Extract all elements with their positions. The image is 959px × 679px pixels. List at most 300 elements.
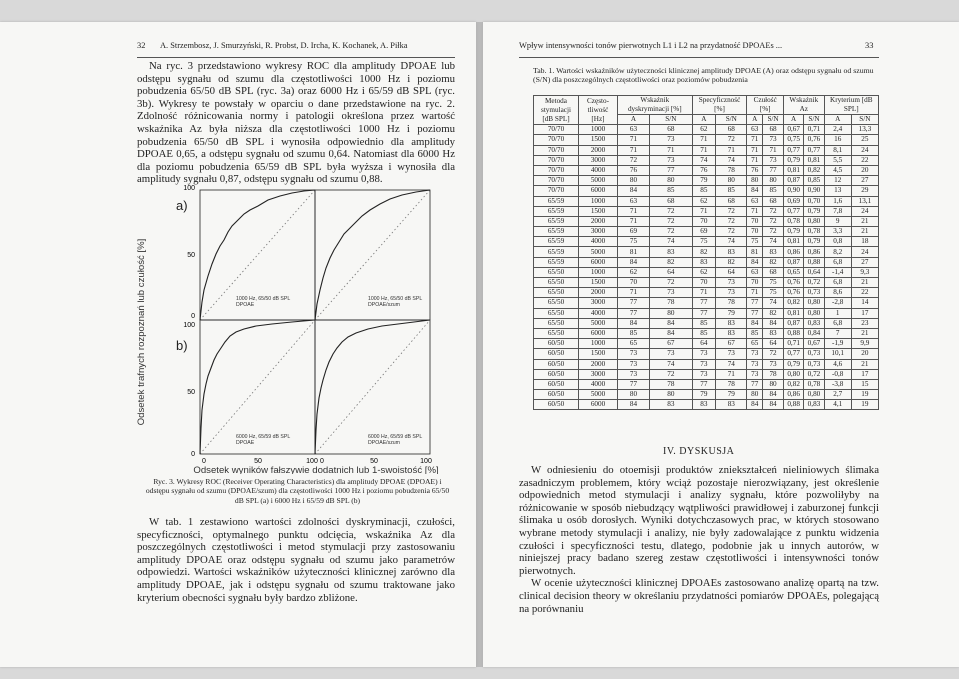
table-cell: 65/50: [534, 318, 579, 328]
table-cell: 0,90: [783, 186, 803, 196]
table-cell: 3,3: [824, 227, 851, 237]
table-cell: 75: [618, 237, 650, 247]
table-cell: 0,82: [804, 165, 824, 175]
table-cell: 85: [763, 186, 784, 196]
table-cell: 71: [692, 135, 716, 145]
col-criterion: Kryterium [dB SPL]: [824, 96, 878, 115]
table-cell: 0,86: [783, 247, 803, 257]
table-cell: 6,8: [824, 257, 851, 267]
table-cell: 0,78: [783, 216, 803, 226]
table-cell: 62: [692, 196, 716, 206]
table-cell: 27: [851, 257, 878, 267]
table-row: [534, 390, 879, 400]
table-cell: 85: [692, 318, 716, 328]
intro-paragraph: [137, 60, 455, 186]
table-cell: 0,86: [783, 390, 803, 400]
table-cell: 84: [763, 318, 784, 328]
table-cell: 77: [692, 298, 716, 308]
table-cell: 60/50: [534, 349, 579, 359]
table-cell: 80: [650, 176, 693, 186]
right-body-paragraph-1: W odniesieniu do otoemisji produktów zniekształceń nieliniowych ślimaka zasadniczym problemem, który wciąż pozostaje nierozwiązany, jest określenie odpowiednich metod stymulacji i analizy sygnału, które pozwoliłyby na różnicowanie w sposób niebudzący wątpliwości prawidłowej i zaburzonej funkcji ślimaka u osób dorosłych. Wyniki dotychczasowych prac, w których stosowano wybrane metody stymulacji i analizy, nie były zadowalające z punktu widzenia czułości i specyficzności testu, dlatego, podobnie jak u innych autorów, w niniejszej pracy badano szereg zestaw częstotliwości i intensywności tonów pierwotnych.: [519, 464, 879, 577]
table-cell: 0,85: [804, 176, 824, 186]
table-cell: 6,8: [824, 278, 851, 288]
table-cell: 73: [650, 288, 693, 298]
table-cell: 73: [692, 369, 716, 379]
table-cell: 80: [747, 176, 763, 186]
table-cell: 71: [747, 155, 763, 165]
table-cell: 60/50: [534, 400, 579, 410]
table-subheader-cell: S/N: [851, 115, 878, 125]
table-cell: 4000: [579, 308, 618, 318]
table-subheader-cell: S/N: [804, 115, 824, 125]
table-row: [534, 400, 879, 410]
table-row: [534, 186, 879, 196]
table-cell: 83: [716, 318, 747, 328]
table-cell: 9,3: [851, 267, 878, 277]
table-cell: 0,80: [804, 390, 824, 400]
col-az: Wskaźnik Az: [783, 96, 824, 115]
table-cell: 0,78: [804, 379, 824, 389]
figure-xlabel: Odsetek wyników fałszywie dodatnich lub 1-swoistość [%]: [193, 465, 439, 474]
table-cell: 85: [747, 328, 763, 338]
col-specificity: Specyficzność [%]: [692, 96, 747, 115]
table-cell: 72: [763, 206, 784, 216]
table-cell: 78: [716, 379, 747, 389]
table-cell: 62: [618, 267, 650, 277]
table-subheader-cell: A: [824, 115, 851, 125]
table-cell: 73: [763, 359, 784, 369]
table-cell: 6000: [579, 257, 618, 267]
curve-label-b-snr-line1: 6000 Hz, 65/59 dB SPL: [368, 434, 423, 440]
table-cell: 0,83: [804, 318, 824, 328]
table-cell: 27: [851, 176, 878, 186]
table-cell: 60/50: [534, 339, 579, 349]
curve-label-b-dpoae-line1: 6000 Hz, 65/59 dB SPL: [236, 434, 291, 440]
table-cell: 0,80: [783, 369, 803, 379]
figure-ylabel: Odsetek trafnych rozpoznań lub czułość [%]: [136, 238, 147, 426]
table-cell: 19: [851, 400, 878, 410]
figure-caption: Ryc. 3. Wykresy ROC (Receiver Operating Characteristics) dla amplitudy DPOAE (DPOAE) i odstępu sygnału od szumu (DPOAE/szum) dla częstotliwości 1000 Hz i poziomu pobudzenia 65/50 dB SPL (a) i 6000 Hz i 65/59 dB SPL (b): [145, 477, 450, 505]
table-cell: 71: [747, 135, 763, 145]
table-cell: 0,82: [783, 298, 803, 308]
table-cell: 72: [650, 369, 693, 379]
table-row: [534, 145, 879, 155]
table-cell: 0,80: [804, 216, 824, 226]
table-header-row: [534, 96, 879, 115]
right-running-head: Wpływ intensywności tonów pierwotnych L1 i L2 na przydatność DPOAEs ...: [519, 41, 783, 50]
ytick-a-0: 0: [191, 313, 195, 320]
table-cell: 70/70: [534, 145, 579, 155]
xtick-right-50: 50: [370, 458, 378, 465]
table-cell: 7,8: [824, 206, 851, 216]
table-cell: 8,2: [824, 247, 851, 257]
table-cell: 71: [618, 216, 650, 226]
table-cell: 63: [618, 196, 650, 206]
table-cell: 24: [851, 247, 878, 257]
table-cell: 5,5: [824, 155, 851, 165]
right-body-paragraph-2: W ocenie użyteczności klinicznej DPOAEs zastosowano analizę opartą na tzw. clinical decision theory w określaniu przydatności pomiarów DPOAEs, polegającą na porównaniu: [519, 577, 879, 615]
table-cell: 1000: [579, 339, 618, 349]
table-cell: 71: [650, 145, 693, 155]
table-row: [534, 359, 879, 369]
table-cell: 0,76: [804, 135, 824, 145]
table-cell: 84: [618, 257, 650, 267]
table-cell: 63: [747, 125, 763, 135]
table-cell: 73: [650, 155, 693, 165]
left-running-head: A. Strzembosz, J. Smurzyński, R. Probst, D. Ircha, K. Kochanek, A. Piłka: [160, 41, 408, 50]
table-cell: 83: [716, 247, 747, 257]
table-cell: 79: [692, 176, 716, 186]
table-cell: 0,88: [804, 257, 824, 267]
table-row: [534, 176, 879, 186]
table-cell: -2,8: [824, 298, 851, 308]
table-row: [534, 308, 879, 318]
table-cell: 78: [763, 369, 784, 379]
table-row: [534, 155, 879, 165]
table-cell: 84: [747, 257, 763, 267]
table-cell: 74: [763, 298, 784, 308]
table-cell: 6000: [579, 400, 618, 410]
table-cell: 70: [747, 216, 763, 226]
left-page: [0, 22, 476, 667]
table-cell: 67: [650, 339, 693, 349]
table-cell: 2000: [579, 145, 618, 155]
table-cell: 22: [851, 155, 878, 165]
table-cell: 29: [851, 186, 878, 196]
table-cell: 64: [763, 339, 784, 349]
table-cell: 85: [618, 328, 650, 338]
table-cell: 79: [692, 390, 716, 400]
table-cell: 85: [692, 186, 716, 196]
table-cell: 74: [763, 237, 784, 247]
table-cell: 74: [716, 237, 747, 247]
table-cell: 74: [716, 359, 747, 369]
table-subheader-cell: S/N: [716, 115, 747, 125]
table-cell: 0,87: [783, 176, 803, 186]
table-cell: 0,79: [804, 206, 824, 216]
table-cell: 71: [618, 135, 650, 145]
table-cell: 72: [650, 206, 693, 216]
table-cell: 72: [716, 206, 747, 216]
table-cell: 8,1: [824, 145, 851, 155]
table-cell: 60/50: [534, 359, 579, 369]
ytick-b-100: 100: [183, 322, 195, 329]
table-cell: 2000: [579, 359, 618, 369]
table-cell: 80: [618, 176, 650, 186]
table-cell: 3000: [579, 298, 618, 308]
table-cell: 72: [716, 216, 747, 226]
table-cell: 65/59: [534, 206, 579, 216]
table-cell: -1,4: [824, 267, 851, 277]
table-row: [534, 135, 879, 145]
table-cell: 73: [763, 135, 784, 145]
table-cell: 4000: [579, 379, 618, 389]
table-cell: 83: [650, 400, 693, 410]
table-cell: 82: [650, 257, 693, 267]
curve-label-a-dpoae-line1: 1000 Hz, 65/50 dB SPL: [236, 296, 291, 302]
table-cell: 4,5: [824, 165, 851, 175]
table-cell: 65/50: [534, 298, 579, 308]
table-cell: 73: [618, 359, 650, 369]
left-header-rule: [137, 57, 455, 58]
table-row: [534, 278, 879, 288]
table-cell: -1,9: [824, 339, 851, 349]
book-gutter: [476, 22, 483, 667]
table-cell: 72: [650, 227, 693, 237]
table-row: [534, 369, 879, 379]
table-cell: 67: [716, 339, 747, 349]
table-cell: 72: [618, 155, 650, 165]
table-cell: 0,77: [804, 145, 824, 155]
table-cell: 73: [716, 349, 747, 359]
table-caption: Tab. 1. Wartości wskaźników użyteczności klinicznej amplitudy DPOAE (A) oraz odstępu sygnału od szumu (S/N) dla poszczególnych częstotliwości oraz poziomów pobudzenia: [533, 66, 874, 85]
table-cell: 6,8: [824, 318, 851, 328]
table-cell: 9: [824, 216, 851, 226]
table-cell: 60/50: [534, 390, 579, 400]
table-cell: 75: [763, 278, 784, 288]
table-cell: 71: [692, 206, 716, 216]
table-row: [534, 349, 879, 359]
table-cell: 82: [763, 257, 784, 267]
table-row: [534, 227, 879, 237]
table-cell: 72: [763, 216, 784, 226]
table-cell: 68: [763, 125, 784, 135]
table-cell: 83: [692, 257, 716, 267]
table-cell: 80: [763, 379, 784, 389]
panel-a-label: a): [176, 198, 188, 213]
table-cell: 0,71: [804, 125, 824, 135]
table-cell: 71: [618, 206, 650, 216]
table-cell: 85: [650, 186, 693, 196]
xtick-left-50: 50: [254, 458, 262, 465]
table-cell: 72: [763, 227, 784, 237]
table-cell: 0,71: [783, 339, 803, 349]
table-cell: 68: [650, 196, 693, 206]
roc-figure: [132, 182, 464, 474]
table-cell: 83: [763, 328, 784, 338]
table-row: [534, 206, 879, 216]
table-cell: 0,90: [804, 186, 824, 196]
table-cell: 77: [763, 165, 784, 175]
intro-text: Na ryc. 3 przedstawiono wykresy ROC dla amplitudy DPOAE lub odstępu sygnału od szumu dla częstotliwości 1000 Hz i poziomu pobudzenia 65/50 dB SPL (ryc. 3a) oraz 6000 Hz i 65/59 dB SPL (ryc. 3b). Wykresy te powstały w oparciu o dane przedstawione na ryc. 2. Zdolność różnicowania normy i patologii określona przez wartość wskaźnika Az była niższa dla częstotliwości 1000 Hz i poziomu pobudzenia 65/50 dB SPL i wynosiła odpowiednio dla amplitudy DPOAE 0,65, a odstępu sygnału od szumu 0,64. Natomiast dla 6000 Hz dla poziomu pobudzenia 65/59 dB SPL była wyższa i wynosiła dla amplitudy sygnału 0,87, odstępu sygnału od szumu 0,88.: [137, 60, 455, 186]
table-cell: 0,77: [783, 206, 803, 216]
table-cell: 0,81: [783, 237, 803, 247]
table-cell: 21: [851, 227, 878, 237]
table-cell: 0,82: [783, 379, 803, 389]
table-cell: 0,76: [783, 288, 803, 298]
right-body: [519, 464, 879, 615]
table-row: [534, 339, 879, 349]
table-cell: 0,88: [783, 328, 803, 338]
table-cell: 0,64: [804, 267, 824, 277]
table-cell: 22: [851, 288, 878, 298]
table-cell: 78: [716, 298, 747, 308]
table-cell: 63: [747, 196, 763, 206]
table-cell: 74: [650, 359, 693, 369]
table-cell: 21: [851, 216, 878, 226]
table-cell: 74: [716, 155, 747, 165]
table-row: [534, 288, 879, 298]
table-cell: 77: [747, 298, 763, 308]
table-cell: 2,4: [824, 125, 851, 135]
curve-label-a-snr-line2: DPOAE/szum: [368, 302, 400, 308]
table-cell: 80: [747, 390, 763, 400]
col-sensitivity: Czułość [%]: [747, 96, 784, 115]
table-cell: 75: [747, 237, 763, 247]
table-cell: 84: [650, 328, 693, 338]
xtick-right-100: 100: [420, 458, 432, 465]
table-cell: 1500: [579, 206, 618, 216]
col-discrimination: Wskaźnik dyskryminacji [%]: [618, 96, 693, 115]
table-cell: 71: [716, 369, 747, 379]
table-cell: 0,79: [783, 155, 803, 165]
table-cell: 80: [650, 390, 693, 400]
table-cell: 3000: [579, 369, 618, 379]
table-cell: 70/70: [534, 176, 579, 186]
table-cell: 73: [716, 288, 747, 298]
table-cell: 84: [618, 186, 650, 196]
table-cell: 20: [851, 165, 878, 175]
section-title: IV. DYSKUSJA: [663, 446, 735, 457]
table-cell: 82: [692, 247, 716, 257]
table-cell: 24: [851, 145, 878, 155]
table-cell: 71: [763, 145, 784, 155]
table-cell: 73: [763, 155, 784, 165]
table-row: [534, 298, 879, 308]
table-cell: 73: [650, 135, 693, 145]
table-cell: 78: [650, 298, 693, 308]
table-cell: 13: [824, 186, 851, 196]
table-cell: 63: [747, 267, 763, 277]
table-cell: 71: [747, 145, 763, 155]
table-cell: 77: [747, 308, 763, 318]
table-cell: 73: [692, 349, 716, 359]
left-body-paragraph: W tab. 1 zestawiono wartości zdolności dyskryminacji, czułości, specyficzności, optymalnego punktu odcięcia, wskaźnika Az dla poszczególnych częstotliwości i metod stymulacji przy zastosowaniu amplitudy DPOAE oraz odstępu sygnału od szumu jako parametrów odpowiedzi. Wartości wskaźników użyteczności klinicznej zarówno dla amplitudy DPOAE, jak i odstępu sygnału od szumu traktowane jako kryterium obecności sygnału były bardzo zbliżone.: [137, 516, 455, 604]
table-cell: 77: [618, 308, 650, 318]
table-cell: 65/50: [534, 267, 579, 277]
table-cell: 80: [650, 308, 693, 318]
table-cell: 82: [716, 257, 747, 267]
table-cell: 72: [650, 278, 693, 288]
table-cell: 84: [618, 318, 650, 328]
table-cell: 4,6: [824, 359, 851, 369]
left-page-number: 32: [137, 41, 146, 50]
table-cell: 78: [650, 379, 693, 389]
table-body: [534, 125, 879, 410]
table-cell: 0,81: [804, 155, 824, 165]
table-cell: 81: [618, 247, 650, 257]
table-cell: 70: [692, 216, 716, 226]
table-cell: 0,79: [804, 237, 824, 247]
table-cell: 1000: [579, 125, 618, 135]
table-cell: 81: [747, 247, 763, 257]
table-cell: 65: [618, 339, 650, 349]
table-cell: 68: [650, 125, 693, 135]
table-cell: 0,88: [783, 400, 803, 410]
ytick-a-100: 100: [183, 185, 195, 192]
table-row: [534, 318, 879, 328]
table-cell: 84: [747, 400, 763, 410]
table-cell: 0,77: [783, 349, 803, 359]
table-cell: 70: [747, 278, 763, 288]
table-cell: 75: [763, 288, 784, 298]
data-table: [533, 95, 879, 410]
table-subheader-cell: A: [692, 115, 716, 125]
table-cell: 71: [716, 145, 747, 155]
table-cell: 83: [763, 247, 784, 257]
table-cell: 1,6: [824, 196, 851, 206]
table-cell: 21: [851, 359, 878, 369]
table-cell: 12: [824, 176, 851, 186]
table-subheader-cell: A: [783, 115, 803, 125]
table-cell: 64: [692, 339, 716, 349]
table-cell: 83: [716, 400, 747, 410]
table-cell: 13,3: [851, 125, 878, 135]
table-row: [534, 125, 879, 135]
table-cell: 1500: [579, 349, 618, 359]
table-cell: 73: [747, 359, 763, 369]
table-cell: -3,8: [824, 379, 851, 389]
table-cell: 65/59: [534, 247, 579, 257]
table-cell: 0,79: [783, 227, 803, 237]
table-cell: 0,86: [804, 247, 824, 257]
table-cell: 3000: [579, 155, 618, 165]
xtick-left-100: 100: [306, 458, 318, 465]
table-cell: 68: [763, 267, 784, 277]
table-cell: 65/59: [534, 196, 579, 206]
table-row: [534, 247, 879, 257]
table-cell: 65/59: [534, 227, 579, 237]
table-cell: 0,69: [783, 196, 803, 206]
table-cell: 0,73: [804, 359, 824, 369]
table-row: [534, 379, 879, 389]
table-cell: 75: [692, 237, 716, 247]
table-cell: 4000: [579, 237, 618, 247]
table-cell: 68: [716, 196, 747, 206]
table-row: [534, 328, 879, 338]
table-cell: 23: [851, 318, 878, 328]
table-cell: 21: [851, 278, 878, 288]
table-row: [534, 196, 879, 206]
curve-label-a-snr-line1: 1000 Hz, 65/50 dB SPL: [368, 296, 423, 302]
table-cell: 70/70: [534, 125, 579, 135]
ytick-b-0: 0: [191, 451, 195, 458]
table-cell: 84: [747, 318, 763, 328]
table-cell: 71: [692, 288, 716, 298]
left-body: [137, 516, 455, 604]
ytick-b-50: 50: [187, 389, 195, 396]
right-page-number: 33: [865, 41, 874, 50]
table-cell: 65/59: [534, 237, 579, 247]
table-cell: 76: [747, 165, 763, 175]
table-cell: 18: [851, 237, 878, 247]
table-cell: 7: [824, 328, 851, 338]
table-cell: 6000: [579, 328, 618, 338]
table-cell: 65/50: [534, 278, 579, 288]
table-cell: 84: [763, 400, 784, 410]
table-cell: 84: [747, 186, 763, 196]
table-cell: 63: [618, 125, 650, 135]
table-cell: 24: [851, 206, 878, 216]
table-cell: 71: [747, 288, 763, 298]
table-cell: 1500: [579, 278, 618, 288]
table-cell: 70/70: [534, 155, 579, 165]
table-cell: 8,6: [824, 288, 851, 298]
table-cell: 72: [763, 349, 784, 359]
table-row: [534, 237, 879, 247]
table-subheader-cell: A: [618, 115, 650, 125]
table-cell: 83: [692, 400, 716, 410]
